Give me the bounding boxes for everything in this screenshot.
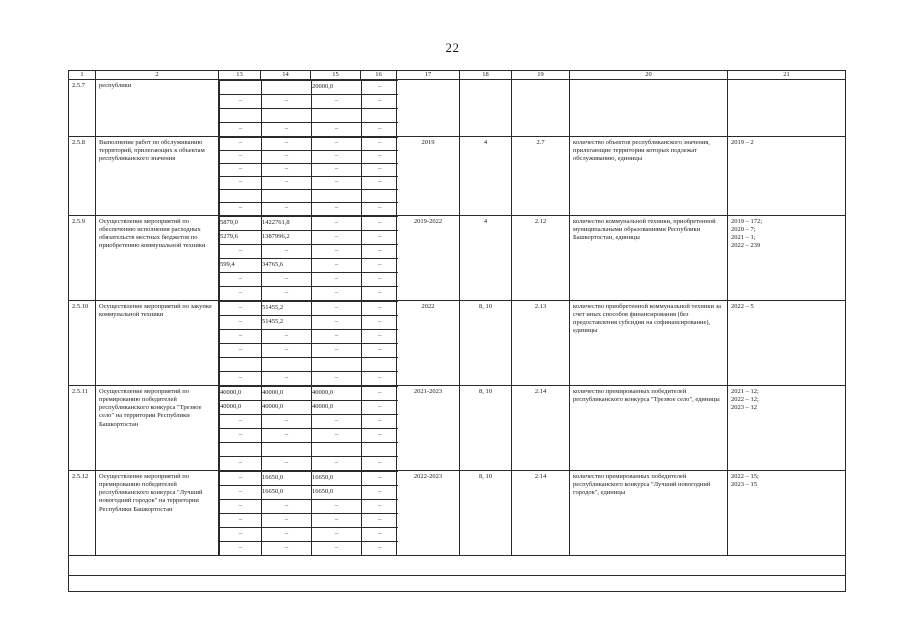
funding-value: – (220, 177, 262, 190)
funding-value (262, 443, 312, 457)
program-table (68, 70, 846, 592)
funding-value: – (362, 302, 398, 316)
funding-cells (219, 137, 397, 216)
funding-value: – (362, 542, 398, 556)
funding-value: 40000,0 (220, 387, 262, 401)
table-row (69, 301, 846, 386)
indicator-ref: 2.7 (512, 137, 570, 216)
table-row (69, 137, 846, 216)
goal-ref: 4 (460, 137, 512, 216)
funding-value: – (262, 429, 312, 443)
funding-value: 51455,2 (262, 302, 312, 316)
funding-value: – (220, 344, 262, 358)
period-years: 2022 (397, 301, 460, 386)
funding-value: – (362, 387, 398, 401)
funding-value: – (362, 151, 398, 164)
indicator-values: 2022 – 5 (728, 301, 846, 386)
funding-value (262, 358, 312, 372)
funding-value: – (220, 316, 262, 330)
funding-subrow (220, 528, 398, 542)
indicator-ref (512, 80, 570, 137)
funding-value: 16650,0 (312, 486, 362, 500)
funding-value: – (362, 164, 398, 177)
indicator-values (728, 80, 846, 137)
funding-value: – (312, 203, 362, 216)
item-number: 2.5.12 (69, 471, 96, 556)
table-body (69, 80, 846, 592)
funding-subrow (220, 429, 398, 443)
funding-subrow (220, 372, 398, 386)
indicator-ref: 2.12 (512, 216, 570, 301)
funding-value: 40000,0 (262, 401, 312, 415)
funding-value (220, 81, 262, 95)
funding-value: – (312, 457, 362, 471)
funding-subrow (220, 542, 398, 556)
funding-value: 34765,6 (262, 259, 312, 273)
indicator-values: 2021 – 12; 2022 – 12; 2023 – 12 (728, 386, 846, 471)
item-name: Осуществление мероприятий по премированию победителей республиканского конкурса "Трезвое село" на территории Республики Башкортостан (96, 386, 219, 471)
indicator-values: 2019 – 2 (728, 137, 846, 216)
funding-subrow (220, 500, 398, 514)
funding-subrow (220, 109, 398, 123)
funding-subrow (220, 344, 398, 358)
period-years: 2019 (397, 137, 460, 216)
funding-subrow (220, 151, 398, 164)
funding-subrow (220, 273, 398, 287)
goal-ref: 8, 10 (460, 386, 512, 471)
column-header-19: 19 (512, 71, 570, 80)
funding-subrow (220, 330, 398, 344)
funding-value: – (362, 344, 398, 358)
funding-value (362, 443, 398, 457)
funding-value: – (362, 330, 398, 344)
table-row (69, 80, 846, 137)
funding-value: 40000,0 (312, 401, 362, 415)
table-row (69, 386, 846, 471)
funding-value: – (362, 472, 398, 486)
funding-subrow (220, 231, 398, 245)
period-years: 2019-2022 (397, 216, 460, 301)
funding-value: – (312, 542, 362, 556)
funding-value: – (312, 372, 362, 386)
header-row (69, 71, 846, 80)
funding-value: – (220, 273, 262, 287)
funding-subrow (220, 415, 398, 429)
column-header-2: 2 (96, 71, 219, 80)
funding-value: – (362, 316, 398, 330)
funding-subrow (220, 259, 398, 273)
funding-value: – (262, 528, 312, 542)
funding-value: – (362, 457, 398, 471)
funding-subrow (220, 401, 398, 415)
funding-value: 16650,0 (262, 486, 312, 500)
funding-value: – (362, 245, 398, 259)
funding-value: – (262, 177, 312, 190)
funding-value: 1422761,8 (262, 217, 312, 231)
item-name: Осуществление мероприятий по премированию победителей республиканского конкурса "Лучший новогодний городок" на территории Республики Башкортостан (96, 471, 219, 556)
funding-value (262, 81, 312, 95)
funding-value: – (312, 415, 362, 429)
funding-subrow (220, 316, 398, 330)
table-row (69, 471, 846, 556)
goal-ref (460, 80, 512, 137)
funding-value: – (220, 429, 262, 443)
funding-subrow (220, 457, 398, 471)
page-number: 22 (445, 40, 460, 55)
column-header-20: 20 (570, 71, 728, 80)
indicator-values: 2022 – 15; 2023 – 15 (728, 471, 846, 556)
funding-value: – (262, 372, 312, 386)
indicator-text: количество приобретенной коммунальной техники за счет иных способов финансирования (без предоставления субсидии на софинансирование), единицы (570, 301, 728, 386)
indicator-text: количество объектов республиканского значения, прилегающие территории которых подлежат обслуживанию, единицы (570, 137, 728, 216)
funding-value (262, 190, 312, 203)
funding-value: – (362, 231, 398, 245)
funding-subtable (219, 216, 398, 300)
funding-value: – (262, 164, 312, 177)
funding-value: 40000,0 (312, 387, 362, 401)
funding-value: – (362, 486, 398, 500)
funding-value: – (312, 217, 362, 231)
column-header-15: 15 (311, 71, 361, 80)
funding-value: – (262, 123, 312, 137)
funding-subrow (220, 387, 398, 401)
funding-subrow (220, 190, 398, 203)
funding-subrow (220, 245, 398, 259)
item-number: 2.5.7 (69, 80, 96, 137)
goal-ref: 4 (460, 216, 512, 301)
funding-cells (219, 471, 397, 556)
item-name: Осуществление мероприятий по закупке коммунальной техники (96, 301, 219, 386)
funding-value: – (312, 273, 362, 287)
funding-value: – (262, 95, 312, 109)
funding-value: – (262, 245, 312, 259)
column-header-13: 13 (219, 71, 261, 80)
funding-value: – (220, 287, 262, 301)
funding-value: – (262, 514, 312, 528)
funding-value: – (312, 429, 362, 443)
funding-value: – (362, 273, 398, 287)
funding-subrow (220, 123, 398, 137)
funding-value: – (312, 231, 362, 245)
funding-value: – (362, 259, 398, 273)
funding-subrow (220, 164, 398, 177)
funding-cells (219, 80, 397, 137)
funding-value: – (362, 401, 398, 415)
indicator-text: количество премированных победителей республиканского конкурса "Лучший новогодний городок", единицы (570, 471, 728, 556)
indicator-ref: 2.13 (512, 301, 570, 386)
funding-subtable (219, 386, 398, 470)
funding-value: – (220, 330, 262, 344)
funding-subrow (220, 472, 398, 486)
funding-value: – (262, 500, 312, 514)
funding-subtable (219, 301, 398, 385)
funding-value: – (262, 330, 312, 344)
funding-value: 51455,2 (262, 316, 312, 330)
funding-value: – (220, 203, 262, 216)
funding-subrow (220, 443, 398, 457)
funding-value: – (220, 164, 262, 177)
indicator-text (570, 80, 728, 137)
indicator-text: количество коммунальной техники, приобретенной муниципальными образованиями Республики Башкортостан, единицы (570, 216, 728, 301)
funding-value: – (262, 287, 312, 301)
funding-value: – (312, 259, 362, 273)
funding-value: – (220, 542, 262, 556)
funding-value (312, 358, 362, 372)
funding-value: – (312, 500, 362, 514)
funding-value: 5279,6 (220, 231, 262, 245)
funding-value: – (220, 302, 262, 316)
indicator-ref: 2.14 (512, 386, 570, 471)
funding-subrow (220, 203, 398, 216)
column-header-1: 1 (69, 71, 96, 80)
funding-cells (219, 386, 397, 471)
empty-row (69, 556, 846, 576)
empty-cell (69, 556, 846, 576)
funding-subtable (219, 80, 398, 136)
funding-value: – (312, 151, 362, 164)
indicator-text: количество премированных победителей республиканского конкурса "Трезвое село", единицы (570, 386, 728, 471)
empty-row (69, 576, 846, 592)
funding-value: – (362, 528, 398, 542)
funding-value: 5879,0 (220, 217, 262, 231)
funding-value: – (362, 217, 398, 231)
funding-subrow (220, 177, 398, 190)
funding-value: – (362, 177, 398, 190)
funding-value (220, 358, 262, 372)
funding-value: – (220, 514, 262, 528)
funding-value: – (362, 138, 398, 151)
funding-value: – (262, 138, 312, 151)
funding-value (312, 443, 362, 457)
funding-subtable (219, 137, 398, 215)
funding-value: 1387996,2 (262, 231, 312, 245)
funding-value: – (262, 457, 312, 471)
funding-value (362, 109, 398, 123)
funding-value: – (362, 203, 398, 216)
funding-value: – (312, 330, 362, 344)
funding-value: – (362, 514, 398, 528)
funding-value: – (220, 472, 262, 486)
funding-cells (219, 301, 397, 386)
funding-subrow (220, 217, 398, 231)
item-number: 2.5.9 (69, 216, 96, 301)
item-name: Выполнение работ по обслуживанию территорий, прилегающих к объектам республиканского значения (96, 137, 219, 216)
funding-value (220, 443, 262, 457)
funding-value: – (362, 415, 398, 429)
funding-value (312, 190, 362, 203)
funding-value: – (262, 542, 312, 556)
column-header-16: 16 (361, 71, 397, 80)
indicator-values: 2019 – 172; 2020 – 7; 2021 – 1; 2022 – 239 (728, 216, 846, 301)
funding-value: – (220, 138, 262, 151)
funding-subrow (220, 81, 398, 95)
funding-value: – (220, 415, 262, 429)
funding-value: – (312, 245, 362, 259)
funding-value: – (220, 95, 262, 109)
funding-value: 40000,0 (262, 387, 312, 401)
funding-value: – (262, 415, 312, 429)
funding-value: – (262, 273, 312, 287)
indicator-ref: 2.14 (512, 471, 570, 556)
funding-value: – (220, 528, 262, 542)
funding-subrow (220, 302, 398, 316)
funding-value: – (262, 344, 312, 358)
funding-value: – (220, 457, 262, 471)
funding-value (220, 109, 262, 123)
funding-value: – (362, 429, 398, 443)
funding-value: – (312, 344, 362, 358)
funding-value: – (362, 372, 398, 386)
funding-value: – (362, 95, 398, 109)
funding-subrow (220, 95, 398, 109)
funding-subrow (220, 287, 398, 301)
funding-cells (219, 216, 397, 301)
funding-value: – (220, 151, 262, 164)
funding-value: – (262, 203, 312, 216)
funding-value: – (312, 95, 362, 109)
goal-ref: 8, 10 (460, 471, 512, 556)
funding-value: – (262, 151, 312, 164)
funding-value: – (312, 177, 362, 190)
funding-value: 40000,0 (220, 401, 262, 415)
funding-value (362, 190, 398, 203)
funding-value: – (362, 81, 398, 95)
funding-value: – (312, 302, 362, 316)
funding-value: 599,4 (220, 259, 262, 273)
item-number: 2.5.8 (69, 137, 96, 216)
funding-value (262, 109, 312, 123)
funding-value: – (220, 486, 262, 500)
funding-value: – (220, 500, 262, 514)
item-name: республики (96, 80, 219, 137)
funding-value: – (312, 514, 362, 528)
funding-subrow (220, 138, 398, 151)
funding-value: – (220, 123, 262, 137)
column-header-14: 14 (261, 71, 311, 80)
item-number: 2.5.11 (69, 386, 96, 471)
funding-value: – (312, 528, 362, 542)
column-header-18: 18 (460, 71, 512, 80)
funding-value: – (312, 164, 362, 177)
funding-value: – (312, 138, 362, 151)
period-years (397, 80, 460, 137)
period-years: 2022-2023 (397, 471, 460, 556)
funding-value (220, 190, 262, 203)
item-number: 2.5.10 (69, 301, 96, 386)
funding-value: – (312, 287, 362, 301)
funding-value: – (312, 123, 362, 137)
empty-cell (69, 576, 846, 592)
item-name: Осуществление мероприятий по обеспечению исполнения расходных обязательств местных бюджетов по приобретению коммунальной техники (96, 216, 219, 301)
funding-subrow (220, 358, 398, 372)
funding-value: – (220, 372, 262, 386)
funding-subrow (220, 486, 398, 500)
funding-value (362, 358, 398, 372)
column-header-21: 21 (728, 71, 846, 80)
funding-value: 16650,0 (312, 472, 362, 486)
funding-value: 16650,0 (262, 472, 312, 486)
funding-value (312, 109, 362, 123)
funding-value: – (362, 123, 398, 137)
funding-value: – (362, 287, 398, 301)
funding-value: – (220, 245, 262, 259)
table-row (69, 216, 846, 301)
period-years: 2021-2023 (397, 386, 460, 471)
funding-value: – (362, 500, 398, 514)
funding-value: – (312, 316, 362, 330)
funding-value: 20000,0 (312, 81, 362, 95)
funding-subrow (220, 514, 398, 528)
column-header-17: 17 (397, 71, 460, 80)
funding-subtable (219, 471, 398, 555)
goal-ref: 8, 10 (460, 301, 512, 386)
